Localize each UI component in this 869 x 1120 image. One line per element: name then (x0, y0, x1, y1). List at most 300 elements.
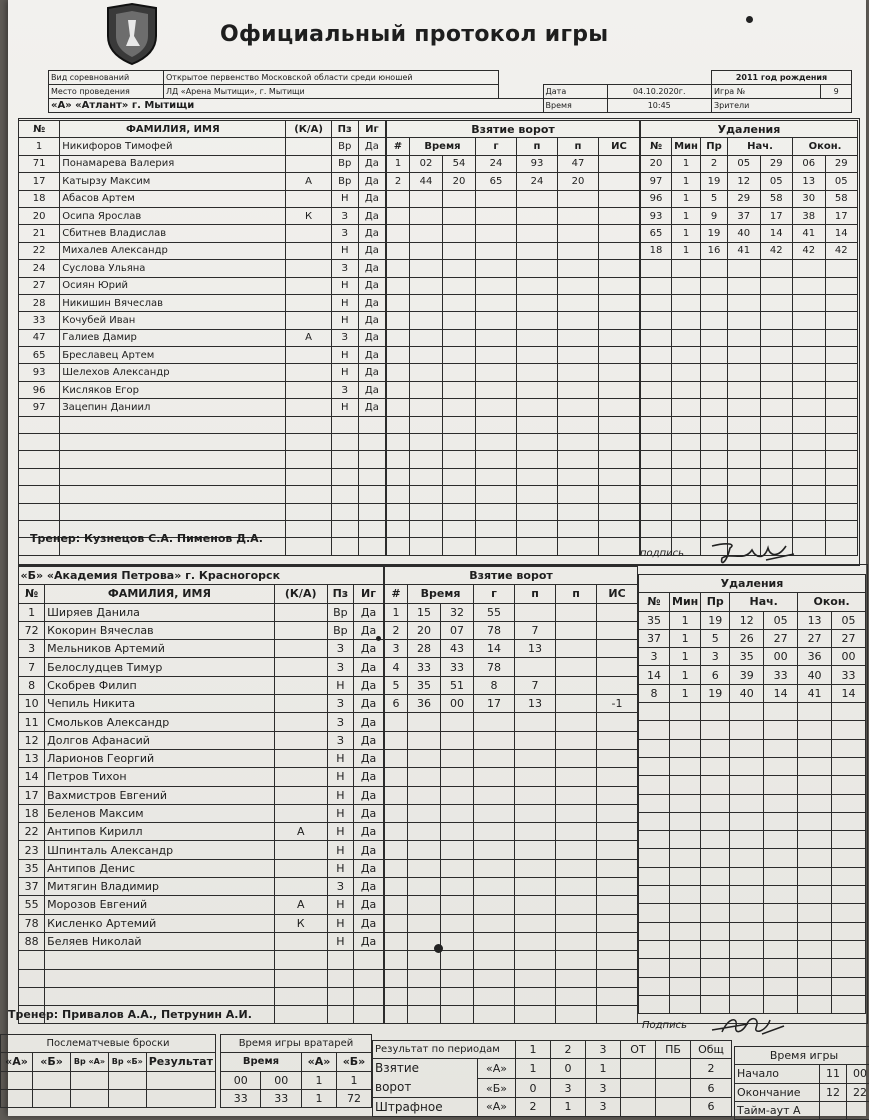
penalty-start-min (730, 794, 764, 812)
col-pen-pr-b: Пр (701, 593, 730, 611)
player-captain-mark (286, 225, 331, 242)
penalty-start-min (730, 757, 764, 775)
goal-scorer (476, 416, 517, 433)
goal-number (387, 416, 410, 433)
player-name: Мельников Артемий (45, 640, 275, 658)
goal-second (441, 768, 474, 786)
goal-minute (410, 347, 443, 364)
goal-minute: 15 (408, 603, 441, 621)
penalty-minutes: 1 (670, 629, 701, 647)
penalty-end-min: 06 (793, 155, 826, 172)
goal-minute (410, 364, 443, 381)
goal-scorer (474, 768, 515, 786)
team-a-roster (18, 120, 386, 556)
penalty-end-sec (832, 739, 866, 757)
player-played: Да (354, 914, 384, 932)
penalty-start-sec: 05 (760, 173, 793, 190)
goal-number (387, 312, 410, 329)
goal-second (443, 312, 476, 329)
goal-assist-1 (517, 364, 558, 381)
player-name: Морозов Евгений (45, 896, 275, 914)
goal-assist-2 (558, 503, 599, 520)
goal-row (387, 277, 640, 294)
goal-assist-2 (558, 538, 599, 555)
game-label: Игра № (712, 85, 821, 99)
player-name: Сбитнев Владислав (60, 225, 286, 242)
goal-is (599, 207, 640, 224)
penalty-row (639, 812, 866, 830)
goal-minute (408, 823, 441, 841)
penalty-start-min: 39 (730, 666, 764, 684)
goal-second (443, 520, 476, 537)
penalty-reason (701, 486, 728, 503)
player-row (19, 173, 386, 190)
player-row (19, 503, 386, 520)
player-row (19, 987, 384, 1005)
player-number: 17 (19, 173, 60, 190)
penalty-player (641, 347, 672, 364)
penalty-minutes (672, 260, 701, 277)
player-position: Н (331, 190, 358, 207)
player-position: Н (327, 823, 353, 841)
penalty-player (639, 831, 670, 849)
goal-row (387, 312, 640, 329)
goal-second (443, 451, 476, 468)
goal-row (387, 173, 640, 190)
penalty-row (641, 486, 858, 503)
col-goal-time: Время (410, 138, 476, 155)
gk-row-1-m: 33 (221, 1089, 261, 1107)
penalty-end-min: 30 (793, 190, 826, 207)
penalty-end-min: 41 (793, 225, 826, 242)
goal-scorer (476, 312, 517, 329)
goal-minute (408, 878, 441, 896)
start-label: Начало (735, 1065, 820, 1083)
penalty-end-min (798, 703, 832, 721)
goal-scorer (476, 468, 517, 485)
player-captain-mark (274, 603, 327, 621)
player-captain-mark (286, 381, 331, 398)
penalty-reason (701, 294, 728, 311)
penalty-minutes: 1 (670, 684, 701, 702)
goal-assist-1 (515, 841, 556, 859)
player-name (45, 969, 275, 987)
goal-is (599, 329, 640, 346)
col-goal-time-b: Время (408, 585, 474, 603)
goals-label-2: ворот (375, 1080, 411, 1094)
penalty-row (639, 629, 866, 647)
penalty-reason (701, 849, 730, 867)
goal-number: 6 (385, 695, 408, 713)
goal-assist-1 (517, 520, 558, 537)
player-name (60, 468, 286, 485)
player-captain-mark (286, 364, 331, 381)
player-played: Да (358, 277, 385, 294)
goal-second (443, 225, 476, 242)
goal-assist-2 (556, 786, 597, 804)
player-played (354, 969, 384, 987)
penalty-end-sec (825, 399, 858, 416)
penalty-end-sec (825, 294, 858, 311)
goal-second (441, 1006, 474, 1024)
goal-minute (410, 486, 443, 503)
goal-minute (408, 713, 441, 731)
goal-row (385, 896, 638, 914)
player-played (358, 486, 385, 503)
penalty-start-sec (764, 831, 798, 849)
penalty-end-min (793, 468, 826, 485)
player-played: Да (354, 823, 384, 841)
player-row (19, 969, 384, 987)
goal-assist-1 (517, 416, 558, 433)
penalty-end-min (793, 364, 826, 381)
player-name (60, 434, 286, 451)
player-row (19, 138, 386, 155)
goal-is (597, 823, 638, 841)
player-position: Вр (331, 155, 358, 172)
penalty-start-sec (764, 922, 798, 940)
player-row (19, 260, 386, 277)
player-row (19, 312, 386, 329)
goal-row (385, 676, 638, 694)
penalty-minutes (670, 995, 701, 1013)
birth-year: 2011 год рождения (712, 71, 852, 85)
player-played: Да (354, 676, 384, 694)
penalty-start-min (728, 381, 761, 398)
goal-is (599, 486, 640, 503)
spectators-label: Зрители (712, 99, 852, 113)
goal-is (597, 1006, 638, 1024)
penalty-player: 65 (641, 225, 672, 242)
goal-assist-2 (556, 859, 597, 877)
penalty-end-min: 42 (793, 242, 826, 259)
player-name: Беленов Максим (45, 804, 275, 822)
player-captain-mark (286, 190, 331, 207)
player-position: З (331, 225, 358, 242)
penalty-end-sec (832, 721, 866, 739)
goal-second (441, 823, 474, 841)
penalty-row (639, 977, 866, 995)
goal-scorer (476, 242, 517, 259)
player-row (19, 768, 384, 786)
goal-number (387, 399, 410, 416)
player-played (358, 468, 385, 485)
penalty-row (641, 503, 858, 520)
player-name: Никифоров Тимофей (60, 138, 286, 155)
penalty-end-sec (825, 364, 858, 381)
goal-number (387, 364, 410, 381)
penalty-end-sec (825, 381, 858, 398)
penalty-reason (701, 886, 730, 904)
goal-second (443, 416, 476, 433)
penalty-start-min: 12 (728, 173, 761, 190)
ink-dot (376, 636, 381, 641)
player-number (19, 987, 45, 1005)
penalty-row (641, 173, 858, 190)
goal-scorer (476, 190, 517, 207)
player-captain-mark (274, 951, 327, 969)
penalty-start-sec: 17 (760, 207, 793, 224)
goal-row (385, 823, 638, 841)
penalty-row (639, 922, 866, 940)
game-value: 9 (821, 85, 852, 99)
goal-number (385, 786, 408, 804)
goal-assist-2 (558, 312, 599, 329)
goal-assist-2 (558, 207, 599, 224)
player-row (19, 399, 386, 416)
player-name (45, 987, 275, 1005)
penalty-minutes (672, 381, 701, 398)
player-number (19, 969, 45, 987)
periods-title: Результат по периодам (373, 1041, 516, 1059)
goal-is (599, 242, 640, 259)
match-info-table (48, 70, 852, 113)
penalty-end-sec: 14 (825, 225, 858, 242)
goal-minute (410, 381, 443, 398)
goal-minute (410, 399, 443, 416)
player-played: Да (358, 225, 385, 242)
goal-second (441, 896, 474, 914)
goal-minute (408, 841, 441, 859)
player-name: Чепиль Никита (45, 695, 275, 713)
player-name (60, 486, 286, 503)
penalty-player (639, 959, 670, 977)
penalty-start-sec (760, 381, 793, 398)
penalty-player: 37 (639, 629, 670, 647)
penalty-start-sec (764, 703, 798, 721)
penalty-player (639, 812, 670, 830)
penalty-minutes (672, 294, 701, 311)
penalty-start-sec (760, 434, 793, 451)
penalty-end-sec (832, 794, 866, 812)
goal-number (387, 329, 410, 346)
player-played: Да (358, 312, 385, 329)
goal-second (441, 786, 474, 804)
penalty-end-min (798, 959, 832, 977)
goal-row (387, 486, 640, 503)
penalty-start-sec (760, 451, 793, 468)
goal-scorer: 8 (474, 676, 515, 694)
player-row (19, 329, 386, 346)
gk-a: «А» (302, 1053, 337, 1071)
penalty-row (639, 904, 866, 922)
penalty-start-sec (760, 468, 793, 485)
penalty-minutes (670, 922, 701, 940)
player-number (19, 434, 60, 451)
goal-scorer (474, 932, 515, 950)
penalty-start-min (730, 867, 764, 885)
goal-is (599, 538, 640, 555)
penalty-minutes (672, 503, 701, 520)
goal-scorer: 78 (474, 658, 515, 676)
goals-b-p3: 3 (586, 1078, 621, 1098)
goal-assist-1: 7 (515, 676, 556, 694)
penalty-end-min: 36 (798, 648, 832, 666)
penalty-row (641, 520, 858, 537)
penalty-start-min (730, 886, 764, 904)
goal-second (441, 914, 474, 932)
penalty-end-min (793, 277, 826, 294)
goal-assist-2 (558, 451, 599, 468)
penalty-row (639, 849, 866, 867)
so-a: «А» (1, 1053, 33, 1071)
goal-minute (410, 312, 443, 329)
gk-b: «Б» (337, 1053, 372, 1071)
player-played: Да (358, 155, 385, 172)
col-name-b: ФАМИЛИЯ, ИМЯ (45, 585, 275, 603)
goal-assist-2 (556, 914, 597, 932)
penalty-minutes: 1 (672, 173, 701, 190)
player-played (358, 503, 385, 520)
player-name: Абасов Артем (60, 190, 286, 207)
goal-row (385, 951, 638, 969)
player-row (19, 804, 384, 822)
player-captain-mark (274, 749, 327, 767)
goal-is (597, 932, 638, 950)
penalty-row (641, 347, 858, 364)
goal-minute (410, 503, 443, 520)
penalty-reason (701, 312, 728, 329)
penalty-minutes: 1 (672, 225, 701, 242)
goal-scorer (476, 207, 517, 224)
penalty-start-min (730, 922, 764, 940)
penalty-minutes (672, 434, 701, 451)
penalty-end-min: 41 (798, 684, 832, 702)
goals-label-1: Взятие (375, 1061, 419, 1075)
goal-minute (410, 242, 443, 259)
player-position (327, 1006, 353, 1024)
goal-assist-2 (558, 468, 599, 485)
penalty-end-sec (825, 468, 858, 485)
penalty-start-min (728, 451, 761, 468)
goal-scorer (476, 381, 517, 398)
penalty-start-sec (764, 739, 798, 757)
penalty-end-min (798, 739, 832, 757)
penalty-reason (701, 757, 730, 775)
goal-row (387, 155, 640, 172)
player-played: Да (354, 695, 384, 713)
penalty-start-min (730, 904, 764, 922)
penalty-end-min: 13 (793, 173, 826, 190)
player-captain-mark (286, 260, 331, 277)
player-number (19, 486, 60, 503)
player-number: 72 (19, 621, 45, 639)
goals-a-total: 2 (691, 1059, 732, 1079)
goal-minute (410, 416, 443, 433)
penalty-minutes (670, 794, 701, 812)
penalty-player: 14 (639, 666, 670, 684)
player-name: Михалев Александр (60, 242, 286, 259)
penalty-start-sec: 42 (760, 242, 793, 259)
penalty-reason: 19 (701, 173, 728, 190)
penalty-start-sec: 00 (764, 648, 798, 666)
goal-is: -1 (597, 695, 638, 713)
penalty-row (639, 831, 866, 849)
penalty-end-sec (825, 329, 858, 346)
goal-assist-2 (558, 364, 599, 381)
goal-is (599, 312, 640, 329)
player-number: 65 (19, 347, 60, 364)
penalty-minutes (670, 886, 701, 904)
penalty-start-min (730, 776, 764, 794)
goal-number (385, 1006, 408, 1024)
goal-assist-1 (515, 823, 556, 841)
goal-second: 51 (441, 676, 474, 694)
penalty-end-sec (825, 277, 858, 294)
goal-scorer (476, 434, 517, 451)
penalty-reason (701, 959, 730, 977)
penalty-player (641, 434, 672, 451)
goal-scorer (476, 294, 517, 311)
col-goal-p2: п (558, 138, 599, 155)
goal-second (443, 277, 476, 294)
col-pen-num-b: № (639, 593, 670, 611)
penalty-player (641, 381, 672, 398)
penalty-start-min: 40 (728, 225, 761, 242)
penalty-start-min (730, 703, 764, 721)
player-played: Да (358, 260, 385, 277)
penalty-start-min: 35 (730, 648, 764, 666)
penalty-start-sec (764, 940, 798, 958)
club-shield-logo (104, 2, 160, 66)
player-captain-mark (274, 713, 327, 731)
goals-a-p1: 1 (516, 1059, 551, 1079)
penalty-player: 18 (641, 242, 672, 259)
goal-assist-2: 20 (558, 173, 599, 190)
player-position: З (327, 658, 353, 676)
penalty-player (639, 940, 670, 958)
penalty-start-min (730, 849, 764, 867)
player-position: Н (331, 312, 358, 329)
penalty-row (641, 416, 858, 433)
goal-assist-1 (515, 804, 556, 822)
penalty-minutes (672, 451, 701, 468)
goal-assist-2 (558, 399, 599, 416)
goal-minute (408, 1006, 441, 1024)
goal-row (385, 878, 638, 896)
team-b-sign-label: Подпись (642, 1020, 687, 1031)
goal-is (597, 859, 638, 877)
goal-assist-1 (517, 538, 558, 555)
goal-assist-2 (556, 804, 597, 822)
penalty-player (639, 776, 670, 794)
penalty-row (641, 225, 858, 242)
penalty-start-sec (760, 399, 793, 416)
penalty-row (641, 312, 858, 329)
goal-row (387, 399, 640, 416)
penalty-row (639, 648, 866, 666)
pen-a-p1: 2 (516, 1098, 551, 1116)
penalty-end-sec (825, 347, 858, 364)
penalty-end-sec (825, 503, 858, 520)
penalty-player (641, 294, 672, 311)
goal-row (385, 749, 638, 767)
goal-row (385, 768, 638, 786)
goal-number: 2 (387, 173, 410, 190)
goal-assist-2 (556, 731, 597, 749)
penalty-start-min (730, 831, 764, 849)
goal-number (385, 878, 408, 896)
penalty-player (639, 721, 670, 739)
goal-is (597, 768, 638, 786)
player-captain-mark (286, 538, 331, 555)
goal-is (599, 173, 640, 190)
penalty-player (641, 364, 672, 381)
penalty-end-sec (832, 922, 866, 940)
goal-is (599, 451, 640, 468)
penalty-end-min (798, 904, 832, 922)
goal-assist-2 (556, 621, 597, 639)
